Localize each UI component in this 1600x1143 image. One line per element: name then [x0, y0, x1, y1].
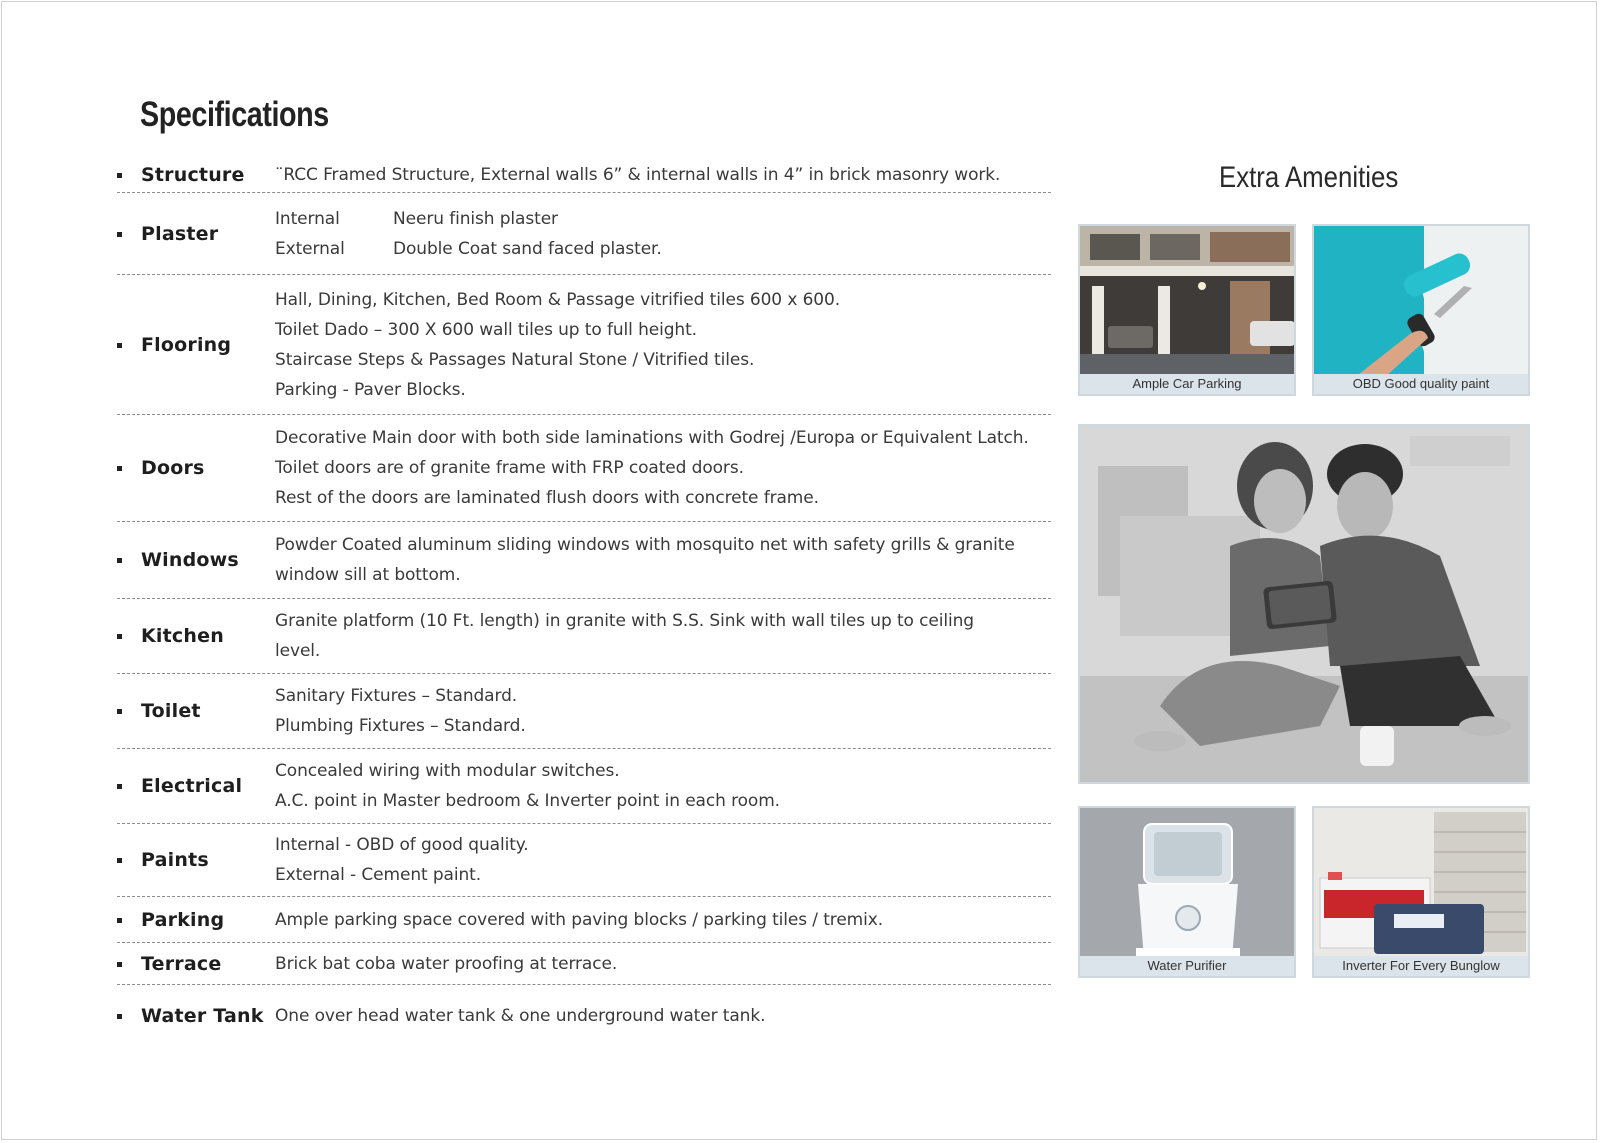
spec-line: Rest of the doors are laminated flush doors with concrete frame. [275, 488, 819, 508]
amenity-tile-parking [1078, 224, 1296, 396]
inverter-battery-image [1314, 808, 1530, 960]
spec-body [275, 160, 1000, 190]
caption-parking: Ample Car Parking [1080, 374, 1294, 394]
spec-line: Toilet doors are of granite frame with FRP coated doors. [275, 458, 744, 478]
spec-pair [275, 204, 662, 234]
spec-line: External - Cement paint. [275, 865, 482, 885]
bullet-icon [117, 1014, 122, 1019]
bullet-icon [117, 962, 122, 967]
spec-row-parking [117, 897, 1051, 943]
spec-row-windows [117, 522, 1051, 599]
spec-label: Flooring [141, 333, 232, 356]
spec-line: Sanitary Fixtures – Standard. [275, 686, 518, 706]
bullet-icon [117, 918, 122, 923]
paint-roller-image [1314, 226, 1530, 378]
spec-line: Brick bat coba water proofing at terrace. [275, 953, 618, 974]
caption-inverter: Inverter For Every Bunglow [1314, 956, 1528, 976]
spec-label: Kitchen [141, 625, 224, 647]
spec-line: window sill at bottom. [275, 565, 461, 585]
bullet-icon [117, 634, 122, 639]
specifications-list [117, 158, 1051, 1047]
spec-body [275, 681, 526, 741]
amenity-tile-inverter [1312, 806, 1530, 978]
spec-row-electrical [117, 749, 1051, 824]
spec-label: Plaster [141, 222, 219, 245]
spec-body [275, 423, 1029, 513]
spec-body [275, 530, 1015, 590]
couple-tablet-image [1080, 426, 1528, 782]
bullet-icon [117, 232, 122, 237]
bullet-icon [117, 558, 122, 563]
spec-label: Water Tank [141, 1005, 264, 1027]
spec-row-flooring [117, 275, 1051, 415]
spec-body [275, 606, 974, 666]
spec-label: Windows [141, 549, 239, 571]
spec-line: Powder Coated aluminum sliding windows with mosquito net with safety grills & granite [275, 535, 1015, 555]
bullet-icon [117, 466, 122, 471]
spec-line: Granite platform (10 Ft. length) in granite with S.S. Sink with wall tiles up to ceiling [275, 611, 974, 631]
spec-row-toilet [117, 674, 1051, 749]
spec-line: A.C. point in Master bedroom & Inverter point in each room. [275, 791, 780, 811]
caption-paint: OBD Good quality paint [1314, 374, 1528, 394]
page-title: Specifications [140, 95, 329, 134]
spec-label: Paints [141, 849, 209, 871]
spec-label: Doors [141, 457, 205, 479]
spec-label: Toilet [141, 700, 201, 722]
spec-label: Electrical [141, 775, 243, 797]
spec-line: Hall, Dining, Kitchen, Bed Room & Passage vitrified tiles 600 x 600. [275, 289, 841, 310]
spec-pair-value: Double Coat sand faced plaster. [393, 238, 662, 259]
spec-line: level. [275, 641, 321, 661]
spec-label: Structure [141, 164, 245, 186]
spec-pair-key: External [275, 238, 345, 259]
spec-row-terrace [117, 943, 1051, 985]
spec-row-structure [117, 158, 1051, 193]
water-purifier-image [1080, 808, 1296, 960]
spec-row-water-tank [117, 985, 1051, 1047]
spec-body [275, 1001, 765, 1031]
spec-body [275, 949, 617, 979]
spec-line: Staircase Steps & Passages Natural Stone / Vitrified tiles. [275, 349, 755, 370]
spec-line: Concealed wiring with modular switches. [275, 761, 620, 781]
spec-pair-value: Neeru finish plaster [393, 208, 558, 229]
bullet-icon [117, 173, 122, 178]
spec-row-kitchen [117, 599, 1051, 674]
parking-building-image [1080, 226, 1296, 378]
spec-line: Ample parking space covered with paving blocks / parking tiles / tremix. [275, 909, 884, 930]
spec-label: Terrace [141, 952, 222, 975]
spec-line: Parking - Paver Blocks. [275, 379, 466, 400]
bullet-icon [117, 709, 122, 714]
spec-line: One over head water tank & one underground water tank. [275, 1006, 766, 1026]
spec-line: ¨RCC Framed Structure, External walls 6” & internal walls in 4” in brick masonry work. [275, 165, 1001, 185]
spec-row-paints [117, 824, 1051, 897]
bullet-icon [117, 343, 122, 348]
spec-body [275, 905, 883, 935]
spec-body [275, 285, 840, 405]
amenity-tile-couple-photo [1078, 424, 1530, 784]
spec-label: Parking [141, 908, 225, 931]
spec-line: Plumbing Fixtures – Standard. [275, 716, 526, 736]
spec-line: Decorative Main door with both side laminations with Godrej /Europa or Equivalent Latch. [275, 428, 1029, 448]
spec-body [275, 756, 780, 816]
spec-row-plaster [117, 193, 1051, 275]
spec-row-doors [117, 415, 1051, 522]
spec-pair [275, 234, 662, 264]
amenity-tile-purifier [1078, 806, 1296, 978]
spec-pair-key: Internal [275, 208, 340, 229]
amenity-tile-paint [1312, 224, 1530, 396]
bullet-icon [117, 784, 122, 789]
spec-body [275, 204, 662, 264]
spec-line: Toilet Dado – 300 X 600 wall tiles up to full height. [275, 319, 697, 340]
amenities-title: Extra Amenities [1219, 161, 1399, 194]
caption-purifier: Water Purifier [1080, 956, 1294, 976]
spec-line: Internal - OBD of good quality. [275, 835, 529, 855]
bullet-icon [117, 858, 122, 863]
spec-body [275, 830, 529, 890]
